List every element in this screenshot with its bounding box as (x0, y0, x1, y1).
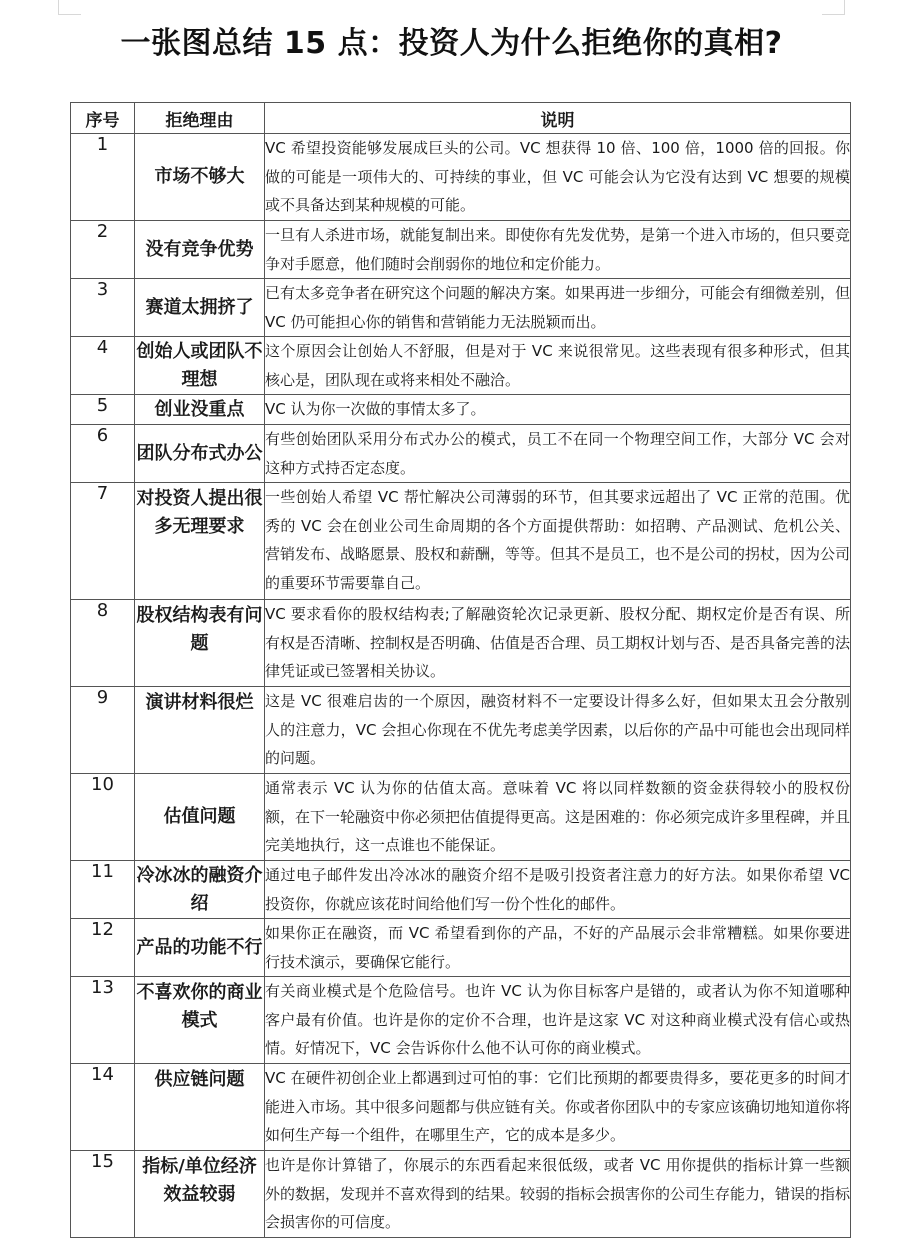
row-number: 1 (71, 134, 135, 221)
row-description: VC 在硬件初创企业上都遇到过可怕的事：它们比预期的都要贵得多，要花更多的时间才能进入市场。其中很多问题都与供应链有关。你或者你团队中的专家应该确切地知道你将如何生产每一个组件，在哪里生产，它的成本是多少。 (265, 1064, 851, 1151)
row-description: 通常表示 VC 认为你的估值太高。意味着 VC 将以同样数额的资金获得较小的股权份额，在下一轮融资中你必须把估值提得更高。这是困难的：你必须完成许多里程碑，并且完美地执行，这一点谁也不能保证。 (265, 774, 851, 861)
row-description: 有关商业模式是个危险信号。也许 VC 认为你目标客户是错的，或者认为你不知道哪种客户最有价值。也许是你的定价不合理，也许是这家 VC 对这种商业模式没有信心或热情。好情况下，VC 会告诉你什么他不认可你的商业模式。 (265, 977, 851, 1064)
row-number: 10 (71, 774, 135, 861)
row-reason: 不喜欢你的商业模式 (135, 977, 265, 1064)
crop-mark-right (822, 0, 845, 15)
row-number: 3 (71, 279, 135, 337)
rejection-reasons-table (70, 102, 851, 1238)
row-description: 通过电子邮件发出冷冰冰的融资介绍不是吸引投资者注意力的好方法。如果你希望 VC 投资你，你就应该花时间给他们写一份个性化的邮件。 (265, 861, 851, 919)
row-reason: 供应链问题 (135, 1064, 265, 1151)
table-row (71, 221, 851, 279)
header-reason: 拒绝理由 (135, 103, 265, 134)
row-number: 15 (71, 1151, 135, 1238)
row-description: VC 认为你一次做的事情太多了。 (265, 395, 851, 425)
row-description: 这是 VC 很难启齿的一个原因，融资材料不一定要设计得多么好，但如果太丑会分散别人的注意力，VC 会担心你现在不优先考虑美学因素，以后你的产品中可能也会出现同样的问题。 (265, 687, 851, 774)
table-row (71, 337, 851, 395)
row-description: 已有太多竞争者在研究这个问题的解决方案。如果再进一步细分，可能会有细微差别，但 VC 仍可能担心你的销售和营销能力无法脱颖而出。 (265, 279, 851, 337)
row-reason: 演讲材料很烂 (135, 687, 265, 774)
table-row (71, 1151, 851, 1238)
row-description: 有些创始团队采用分布式办公的模式，员工不在同一个物理空间工作，大部分 VC 会对这种方式持否定态度。 (265, 425, 851, 483)
row-description: 一些创始人希望 VC 帮忙解决公司薄弱的环节，但其要求远超出了 VC 正常的范围。优秀的 VC 会在创业公司生命周期的各个方面提供帮助：如招聘、产品测试、危机公关、营销发布、战略愿景、股权和薪酬，等等。但其不是员工，也不是公司的拐杖，因为公司的重要环节需要靠自己。 (265, 483, 851, 600)
row-number: 8 (71, 600, 135, 687)
table-row (71, 395, 851, 425)
row-description: 如果你正在融资，而 VC 希望看到你的产品，不好的产品展示会非常糟糕。如果你要进行技术演示，要确保它能行。 (265, 919, 851, 977)
table-header-row (71, 103, 851, 134)
row-description: VC 要求看你的股权结构表;了解融资轮次记录更新、股权分配、期权定价是否有误、所有权是否清晰、控制权是否明确、估值是否合理、员工期权计划与否、是否具备完善的法律凭证或已签署相关协议。 (265, 600, 851, 687)
row-description: VC 希望投资能够发展成巨头的公司。VC 想获得 10 倍、100 倍，1000 倍的回报。你做的可能是一项伟大的、可持续的事业，但 VC 可能会认为它没有达到 VC 想要的规模或不具备达到某种规模的可能。 (265, 134, 851, 221)
row-reason: 估值问题 (135, 774, 265, 861)
table-row (71, 919, 851, 977)
crop-mark-left (58, 0, 81, 15)
row-description: 也许是你计算错了，你展示的东西看起来很低级，或者 VC 用你提供的指标计算一些额外的数据，发现并不喜欢得到的结果。较弱的指标会损害你的公司生存能力，错误的指标会损害你的可信度。 (265, 1151, 851, 1238)
table-row (71, 600, 851, 687)
table-row (71, 687, 851, 774)
row-number: 11 (71, 861, 135, 919)
row-number: 13 (71, 977, 135, 1064)
row-reason: 创始人或团队不理想 (135, 337, 265, 395)
row-reason: 团队分布式办公 (135, 425, 265, 483)
row-description: 一旦有人杀进市场，就能复制出来。即使你有先发优势，是第一个进入市场的，但只要竞争对手愿意，他们随时会削弱你的地位和定价能力。 (265, 221, 851, 279)
table-row (71, 483, 851, 600)
row-number: 2 (71, 221, 135, 279)
row-number: 6 (71, 425, 135, 483)
row-reason: 股权结构表有问题 (135, 600, 265, 687)
row-number: 7 (71, 483, 135, 600)
row-reason: 产品的功能不行 (135, 919, 265, 977)
row-reason: 赛道太拥挤了 (135, 279, 265, 337)
row-reason: 指标/单位经济效益较弱 (135, 1151, 265, 1238)
page-title: 一张图总结 15 点：投资人为什么拒绝你的真相? (120, 26, 783, 61)
row-reason: 没有竞争优势 (135, 221, 265, 279)
row-number: 4 (71, 337, 135, 395)
table-row (71, 774, 851, 861)
row-number: 5 (71, 395, 135, 425)
table-row (71, 1064, 851, 1151)
table-row (71, 425, 851, 483)
row-number: 9 (71, 687, 135, 774)
row-reason: 创业没重点 (135, 395, 265, 425)
table-row (71, 861, 851, 919)
header-description: 说明 (265, 103, 851, 134)
row-number: 12 (71, 919, 135, 977)
row-reason: 市场不够大 (135, 134, 265, 221)
table-row (71, 279, 851, 337)
row-reason: 对投资人提出很多无理要求 (135, 483, 265, 600)
row-description: 这个原因会让创始人不舒服，但是对于 VC 来说很常见。这些表现有很多种形式，但其核心是，团队现在或将来相处不融洽。 (265, 337, 851, 395)
row-reason: 冷冰冰的融资介绍 (135, 861, 265, 919)
header-number: 序号 (71, 103, 135, 134)
table-row (71, 134, 851, 221)
table-row (71, 977, 851, 1064)
row-number: 14 (71, 1064, 135, 1151)
